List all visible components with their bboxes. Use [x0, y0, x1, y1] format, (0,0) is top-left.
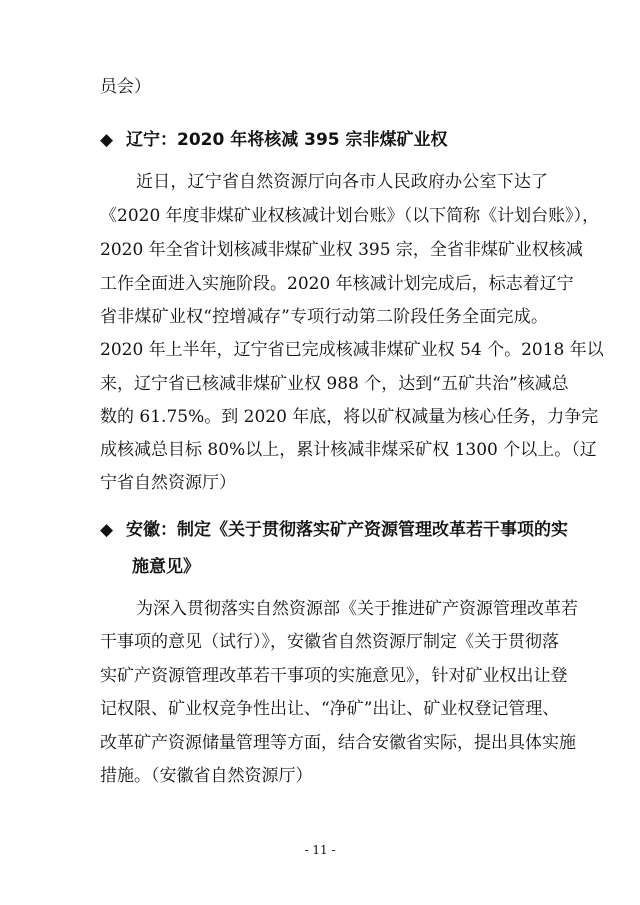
paragraph-line: 措施。（安徽省自然资源厅）	[100, 766, 313, 786]
paragraph-line: 省非煤矿业权“控增减存”专项行动第二阶段任务全面完成。	[100, 307, 548, 327]
paragraph-line: 近日，辽宁省自然资源厅向各市人民政府办公室下达了	[136, 172, 548, 192]
paragraph-line: 数的 61.75%。到 2020 年底，将以矿权减量为核心任务，力争完	[100, 407, 599, 427]
paragraph-line: 为深入贯彻落实自然资源部《关于推进矿产资源管理改革若	[136, 599, 578, 619]
section-heading-anhui-continued	[132, 555, 200, 579]
paragraph-line: 员会）	[100, 77, 151, 97]
paragraph-line: 工作全面进入实施阶段。2020 年核减计划完成后，标志着辽宁	[100, 274, 574, 294]
heading-text: 辽宁：2020 年将核减 395 宗非煤矿业权	[126, 130, 448, 150]
section-heading-anhui	[100, 518, 568, 542]
paragraph-line: 宁省自然资源厅）	[100, 473, 236, 493]
paragraph-line: 来，辽宁省已核减非煤矿业权 988 个，达到“五矿共治”核减总	[100, 374, 569, 394]
heading-text: 施意见》	[132, 557, 200, 577]
paragraph-line: 干事项的意见（试行）》，安徽省自然资源厅制定《关于贯彻落	[100, 632, 559, 652]
paragraph-line: 成核减总目标 80%以上，累计核减非煤采矿权 1300 个以上。（辽	[100, 440, 597, 460]
paragraph-line: 记权限、矿业权竞争性出让、“净矿”出让、矿业权登记管理、	[100, 699, 560, 719]
page-number: - 11 -	[304, 843, 336, 857]
paragraph-line: 《2020 年度非煤矿业权核减计划台账》（以下简称《计划台账》），	[100, 206, 600, 226]
section-heading-liaoning	[100, 128, 448, 152]
heading-text: 安徽：制定《关于贯彻落实矿产资源管理改革若干事项的实	[126, 520, 568, 540]
diamond-bullet-icon: ◆	[100, 130, 114, 150]
diamond-bullet-icon: ◆	[100, 520, 114, 540]
paragraph-line: 改革矿产资源储量管理等方面，结合安徽省实际，提出具体实施	[100, 733, 576, 753]
paragraph-line: 2020 年上半年，辽宁省已完成核减非煤矿业权 54 个。2018 年以	[100, 340, 604, 360]
paragraph-line: 实矿产资源管理改革若干事项的实施意见》，针对矿业权出让登	[100, 666, 568, 686]
paragraph-line: 2020 年全省计划核减非煤矿业权 395 宗，全省非煤矿业权核减	[100, 240, 583, 260]
